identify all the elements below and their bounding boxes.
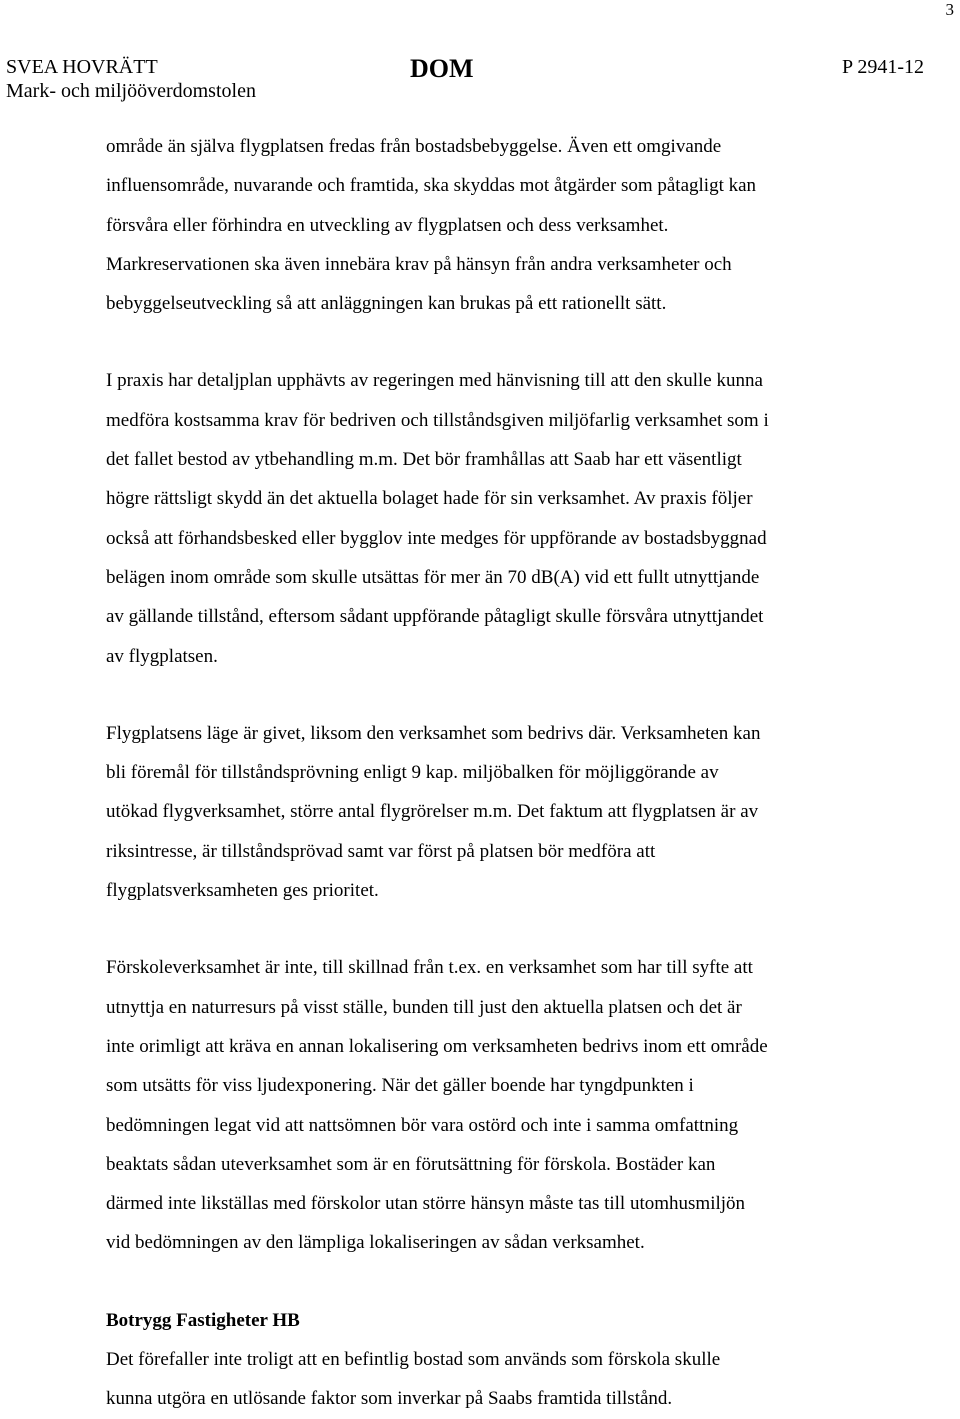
text-line: det fallet bestod av ytbehandling m.m. Det bör framhållas att Saab har ett väsentligt (106, 449, 742, 471)
section-botrygg (106, 1301, 906, 1419)
court-name: SVEA HOVRÄTT (6, 56, 158, 78)
paragraph-gap (106, 1263, 906, 1301)
text-line: försvåra eller förhindra en utveckling av flygplatsen och dess verksamhet. (106, 214, 669, 236)
document-header (6, 54, 924, 106)
paragraph-gap (106, 323, 906, 361)
text-line: kunna utgöra en utlösande faktor som inverkar på Saabs framtida tillstånd. (106, 1388, 673, 1410)
paragraph-1 (106, 127, 906, 323)
text-line: Det förefaller inte troligt att en befintlig bostad som används som förskola skulle (106, 1349, 721, 1371)
text-line: flygplatsverksamheten ges prioritet. (106, 880, 379, 902)
section-heading: Botrygg Fastigheter HB (106, 1309, 300, 1331)
paragraph-gap (106, 676, 906, 714)
text-line: också att förhandsbesked eller bygglov inte medges för uppförande av bostadsbyggnad (106, 527, 767, 549)
page-number: 3 (945, 0, 954, 19)
paragraph-4 (106, 948, 906, 1262)
text-line: bli föremål för tillståndsprövning enligt 9 kap. miljöbalken för möjliggörande av (106, 762, 719, 784)
text-line: riksintresse, är tillståndsprövad samt var först på platsen bör medföra att (106, 840, 656, 862)
text-line: av gällande tillstånd, eftersom sådant uppförande påtagligt skulle försvåra utnyttjandet (106, 606, 764, 628)
text-line: av flygplatsen. (106, 645, 218, 667)
document-type: DOM (410, 54, 474, 83)
text-line: bebyggelseutveckling så att anläggningen kan brukas på ett rationellt sätt. (106, 293, 667, 315)
case-number: P 2941-12 (841, 56, 924, 78)
text-line: influensområde, nuvarande och framtida, ska skyddas mot åtgärder som påtagligt kan (106, 175, 757, 197)
text-line: utökad flygverksamhet, större antal flygrörelser m.m. Det faktum att flygplatsen är av (106, 801, 759, 823)
text-line: högre rättsligt skydd än det aktuella bolaget hade för sin verksamhet. Av praxis följer (106, 488, 753, 510)
text-line: därmed inte likställas med förskolor utan större hänsyn måste tas till utomhusmiljön (106, 1193, 746, 1215)
paragraph-gap (106, 910, 906, 948)
document-body (106, 127, 906, 1419)
text-line: som utsätts för viss ljudexponering. När det gäller boende har tyngdpunkten i (106, 1075, 694, 1097)
text-line: belägen inom område som skulle utsättas för mer än 70 dB(A) vid ett fullt utnyttjande (106, 566, 760, 588)
text-line: beaktats sådan uteverksamhet som är en förutsättning för förskola. Bostäder kan (106, 1153, 716, 1175)
court-division: Mark- och miljööverdomstolen (6, 80, 256, 102)
text-line: bedömningen legat vid att nattsömnen bör vara ostörd och inte i samma omfattning (106, 1114, 739, 1136)
text-line: medföra kostsamma krav för bedriven och tillståndsgiven miljöfarlig verksamhet som i (106, 409, 769, 431)
text-line: inte orimligt att kräva en annan lokalisering om verksamheten bedrivs inom ett område (106, 1035, 768, 1057)
text-line: utnyttja en naturresurs på visst ställe, bunden till just den aktuella platsen och det är (106, 996, 742, 1018)
text-line: I praxis har detaljplan upphävts av regeringen med hänvisning till att den skulle kunna (106, 370, 763, 392)
text-line: Flygplatsens läge är givet, liksom den verksamhet som bedrivs där. Verksamheten kan (106, 722, 761, 744)
paragraph-3 (106, 714, 906, 910)
paragraph-2 (106, 361, 906, 675)
text-line: vid bedömningen av den lämpliga lokaliseringen av sådan verksamhet. (106, 1232, 645, 1254)
text-line: Markreservationen ska även innebära krav på hänsyn från andra verksamheter och (106, 253, 732, 275)
text-line: område än själva flygplatsen fredas från bostadsbebyggelse. Även ett omgivande (106, 136, 722, 157)
text-line: Förskoleverksamhet är inte, till skillnad från t.ex. en verksamhet som har till syfte att (106, 957, 753, 979)
